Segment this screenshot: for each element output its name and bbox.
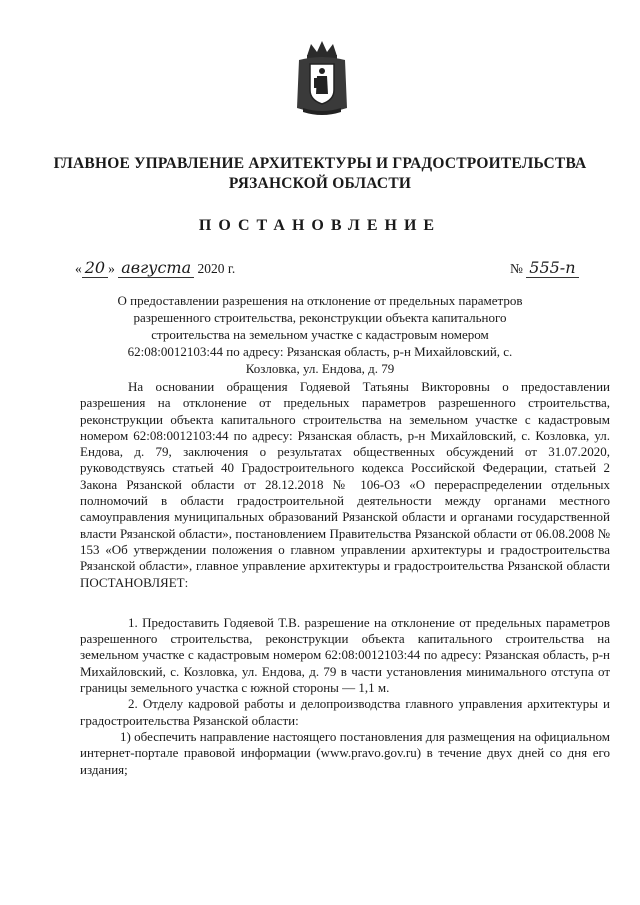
document-number [510, 258, 579, 277]
document-date [75, 258, 235, 277]
agency-title-line2: РЯЗАНСКОЙ ОБЛАСТИ [228, 175, 412, 192]
agency-title-line1: ГЛАВНОЕ УПРАВЛЕНИЕ АРХИТЕКТУРЫ И ГРАДОСТРОИТЕЛЬСТВА [53, 155, 587, 172]
coat-of-arms-icon [293, 38, 351, 118]
document-type-heading: ПОСТАНОВЛЕНИЕ [198, 217, 442, 234]
number-value: 555-п [526, 258, 578, 278]
date-month: августа [118, 258, 194, 278]
item-1-paragraph: 1. Предоставить Годяевой Т.В. разрешение на отклонение от предельных параметров разрешенного строительства, реконструкции объекта капитального строительства на земельном участке с кадастровым номером 62:08:0012103:44 по адресу: Рязанская область, р-н Михайловский, с. Козловка, ул. Ендова, д. 79 в части установления минимального отступа от границы земельного участка с южной стороны — 1,1 м. [80, 614, 610, 696]
item-2-1-paragraph: 1) обеспечить направление настоящего постановления для размещения на официальном интернет-портале правовой информации (www.pravo.gov.ru) в течение двух дней со дня его издания; [80, 728, 610, 777]
item-2-paragraph: 2. Отделу кадровой работы и делопроизводства главного управления архитектуры и градостроительства Рязанской области: [80, 696, 610, 728]
date-quote-open: « [75, 261, 82, 276]
date-year: 2020 г. [197, 261, 236, 276]
document-subject: О предоставлении разрешения на отклонение от предельных параметров разрешенного строительства, реконструкции объекта капитального строительства на земельном участке с кадастровым номером 62:08:0012103:44 по адресу: Рязанская область, р-н Михайловский, с. Козловка, ул. Ендова, д. 79 [117, 293, 523, 376]
preamble-paragraph: На основании обращения Годяевой Татьяны Викторовны о предоставлении разрешения на отклонение от предельных параметров разрешенного строительства, реконструкции объекта капитального строительства на земельном участке с кадастровым номером 62:08:0012103:44 по адресу: Рязанская область, р-н Михайловский, с. Козловка, ул. Ендова, д. 79, заключения о результатах общественных обсуждений от 31.07.2020, руководствуясь статьей 40 Градостроительного кодекса Российской Федерации, статьей 2 Закона Рязанской области от 28.12.2018 № 106-ОЗ «О перераспределении отдельных полномочий в области градостроительной деятельности между органами местного самоуправления муниципальных образований Рязанской области и органами государственной власти Рязанской области», постановлением Правительства Рязанской области от 06.08.2008 № 153 «Об утверждении положения о главном управлении архитектуры и градостроительства Рязанской области», главное управление архитектуры и градостроительства Рязанской области ПОСТАНОВЛЯЕТ: [80, 379, 610, 590]
date-quote-close: » [108, 261, 115, 276]
document-body [80, 379, 610, 778]
date-day: 20 [82, 258, 108, 278]
number-prefix: № [510, 261, 523, 276]
